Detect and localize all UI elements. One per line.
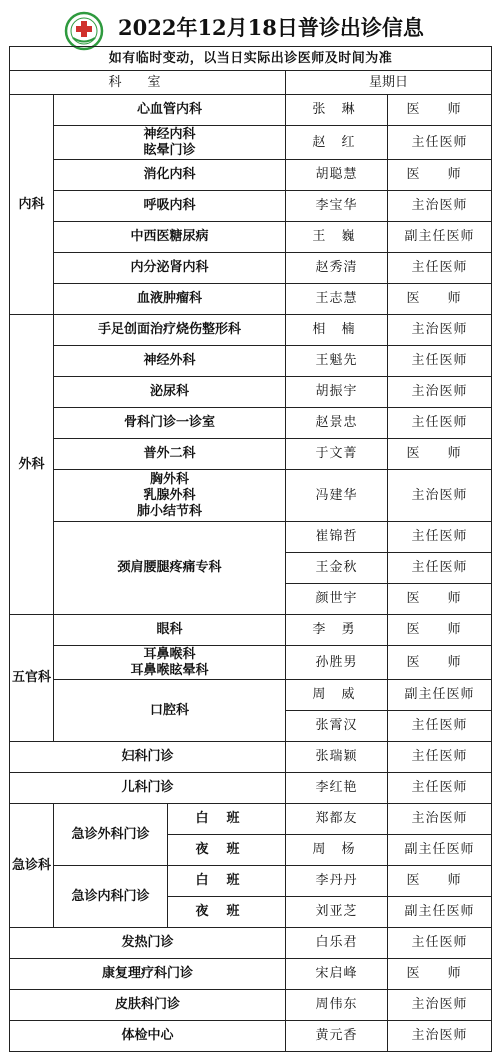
table-row bbox=[10, 804, 492, 835]
dept-cell: 发热门诊 bbox=[10, 928, 286, 959]
table-row bbox=[10, 315, 492, 346]
table-row bbox=[10, 522, 492, 553]
doctor-cell: 张霄汉 bbox=[286, 711, 388, 742]
section-neike: 内科 bbox=[10, 95, 54, 315]
title-cell: 医 师 bbox=[388, 615, 492, 646]
title-cell: 主治医师 bbox=[388, 191, 492, 222]
title-cell: 主治医师 bbox=[388, 990, 492, 1021]
table-row bbox=[10, 646, 492, 680]
dept-line: 耳鼻喉眩晕科 bbox=[130, 662, 209, 678]
table-row bbox=[10, 680, 492, 711]
doctor-cell: 于文菁 bbox=[286, 439, 388, 470]
dept-cell: 普外二科 bbox=[54, 439, 286, 470]
table-row bbox=[10, 160, 492, 191]
doctor-cell: 胡振宇 bbox=[286, 377, 388, 408]
doctor-cell: 赵景忠 bbox=[286, 408, 388, 439]
doctor-cell: 白乐君 bbox=[286, 928, 388, 959]
dept-cell: 口腔科 bbox=[54, 680, 286, 742]
night-shift-label: 夜班 bbox=[168, 835, 286, 866]
title-cell: 主任医师 bbox=[388, 522, 492, 553]
dept-line: 神经内科 bbox=[143, 126, 196, 142]
day-column-header: 星期日 bbox=[286, 71, 492, 95]
section-jizhen: 急诊科 bbox=[10, 804, 54, 928]
dept-line: 耳鼻喉科 bbox=[143, 646, 196, 662]
doctor-cell: 孙胜男 bbox=[286, 646, 388, 680]
doctor-cell: 王 巍 bbox=[286, 222, 388, 253]
dept-cell: 泌尿科 bbox=[54, 377, 286, 408]
title-cell: 主任医师 bbox=[388, 408, 492, 439]
dept-cell: 呼吸内科 bbox=[54, 191, 286, 222]
dept-cell: 内分泌肾内科 bbox=[54, 253, 286, 284]
table-row bbox=[10, 191, 492, 222]
table-row bbox=[10, 615, 492, 646]
notice-text: 如有临时变动，以当日实际出诊医师及时间为准 bbox=[10, 47, 492, 71]
doctor-cell: 胡聪慧 bbox=[286, 160, 388, 191]
title-cell: 副主任医师 bbox=[388, 897, 492, 928]
table-row bbox=[10, 408, 492, 439]
dept-cell: 皮肤科门诊 bbox=[10, 990, 286, 1021]
dept-cell: 中西医糖尿病 bbox=[54, 222, 286, 253]
title-cell: 主治医师 bbox=[388, 470, 492, 522]
dept-cell: 消化内科 bbox=[54, 160, 286, 191]
dept-cell: 血液肿瘤科 bbox=[54, 284, 286, 315]
doctor-cell: 周 杨 bbox=[286, 835, 388, 866]
table-row bbox=[10, 222, 492, 253]
title-cell: 主任医师 bbox=[388, 346, 492, 377]
title-cell: 副主任医师 bbox=[388, 680, 492, 711]
dept-cell: 心血管内科 bbox=[54, 95, 286, 126]
doctor-cell: 宋启峰 bbox=[286, 959, 388, 990]
doctor-cell: 李红艳 bbox=[286, 773, 388, 804]
doctor-cell: 王金秋 bbox=[286, 553, 388, 584]
doctor-cell: 张瑞颖 bbox=[286, 742, 388, 773]
title-cell: 医 师 bbox=[388, 959, 492, 990]
day-shift-label: 白班 bbox=[168, 866, 286, 897]
dept-cell: 手足创面治疗烧伤整形科 bbox=[54, 315, 286, 346]
dept-cell bbox=[54, 646, 286, 680]
dept-cell: 骨科门诊一诊室 bbox=[54, 408, 286, 439]
doctor-cell: 冯建华 bbox=[286, 470, 388, 522]
table-row bbox=[10, 990, 492, 1021]
night-shift-label: 夜班 bbox=[168, 897, 286, 928]
dept-cell: 急诊外科门诊 bbox=[54, 804, 168, 866]
title-cell: 副主任医师 bbox=[388, 222, 492, 253]
notice-row bbox=[10, 47, 492, 71]
doctor-cell: 崔锦哲 bbox=[286, 522, 388, 553]
title-cell: 主任医师 bbox=[388, 773, 492, 804]
title-cell: 主任医师 bbox=[388, 126, 492, 160]
title-cell: 主任医师 bbox=[388, 253, 492, 284]
table-row bbox=[10, 439, 492, 470]
section-waike: 外科 bbox=[10, 315, 54, 615]
dept-cell: 妇科门诊 bbox=[10, 742, 286, 773]
doctor-cell: 赵 红 bbox=[286, 126, 388, 160]
dept-line: 眩晕门诊 bbox=[143, 142, 196, 158]
doctor-cell: 李宝华 bbox=[286, 191, 388, 222]
dept-cell: 急诊内科门诊 bbox=[54, 866, 168, 928]
doctor-cell: 周伟东 bbox=[286, 990, 388, 1021]
title-cell: 医 师 bbox=[388, 95, 492, 126]
doctor-cell: 赵秀清 bbox=[286, 253, 388, 284]
table-row bbox=[10, 253, 492, 284]
dept-column-header: 科室 bbox=[10, 71, 286, 95]
dept-cell: 神经外科 bbox=[54, 346, 286, 377]
title-cell: 主治医师 bbox=[388, 804, 492, 835]
section-wuguan: 五官科 bbox=[10, 615, 54, 742]
doctor-cell: 王魁先 bbox=[286, 346, 388, 377]
table-row bbox=[10, 959, 492, 990]
doctor-cell: 颜世宇 bbox=[286, 584, 388, 615]
table-row bbox=[10, 346, 492, 377]
dept-line: 胸外科 bbox=[149, 471, 189, 487]
title-cell: 主任医师 bbox=[388, 711, 492, 742]
table-row bbox=[10, 1021, 492, 1052]
table-row bbox=[10, 928, 492, 959]
doctor-cell: 郑都友 bbox=[286, 804, 388, 835]
day-shift-label: 白班 bbox=[168, 804, 286, 835]
header-row bbox=[10, 71, 492, 95]
doctor-cell: 刘亚芝 bbox=[286, 897, 388, 928]
title-cell: 主治医师 bbox=[388, 377, 492, 408]
table-row bbox=[10, 284, 492, 315]
doctor-cell: 相 楠 bbox=[286, 315, 388, 346]
doctor-cell: 周 威 bbox=[286, 680, 388, 711]
table-row bbox=[10, 377, 492, 408]
dept-cell: 体检中心 bbox=[10, 1021, 286, 1052]
doctor-cell: 王志慧 bbox=[286, 284, 388, 315]
table-row bbox=[10, 742, 492, 773]
title-cell: 主任医师 bbox=[388, 553, 492, 584]
table-row bbox=[10, 866, 492, 897]
doctor-cell: 张 琳 bbox=[286, 95, 388, 126]
doctor-cell: 黄元香 bbox=[286, 1021, 388, 1052]
dept-cell: 康复理疗科门诊 bbox=[10, 959, 286, 990]
dept-cell bbox=[54, 126, 286, 160]
dept-cell: 颈肩腰腿疼痛专科 bbox=[54, 522, 286, 615]
doctor-cell: 李 勇 bbox=[286, 615, 388, 646]
title-cell: 医 师 bbox=[388, 439, 492, 470]
table-row bbox=[10, 126, 492, 160]
title-cell: 医 师 bbox=[388, 284, 492, 315]
title-cell: 医 师 bbox=[388, 160, 492, 191]
dept-cell: 儿科门诊 bbox=[10, 773, 286, 804]
page-title: 2022年12月18日普诊出诊信息 bbox=[118, 15, 424, 40]
title-cell: 主任医师 bbox=[388, 928, 492, 959]
table-row bbox=[10, 773, 492, 804]
title-cell: 主治医师 bbox=[388, 1021, 492, 1052]
title-cell: 医 师 bbox=[388, 866, 492, 897]
hospital-logo-icon bbox=[64, 11, 104, 51]
title-cell: 医 师 bbox=[388, 584, 492, 615]
table-row bbox=[10, 470, 492, 522]
dept-cell bbox=[54, 470, 286, 522]
schedule-table bbox=[9, 46, 492, 1052]
dept-line: 乳腺外科 bbox=[143, 487, 196, 503]
dept-line: 肺小结节科 bbox=[136, 503, 202, 519]
doctor-cell: 李丹丹 bbox=[286, 866, 388, 897]
dept-cell: 眼科 bbox=[54, 615, 286, 646]
title-cell: 医 师 bbox=[388, 646, 492, 680]
table-row bbox=[10, 95, 492, 126]
title-cell: 主治医师 bbox=[388, 315, 492, 346]
title-cell: 副主任医师 bbox=[388, 835, 492, 866]
title-cell: 主任医师 bbox=[388, 742, 492, 773]
